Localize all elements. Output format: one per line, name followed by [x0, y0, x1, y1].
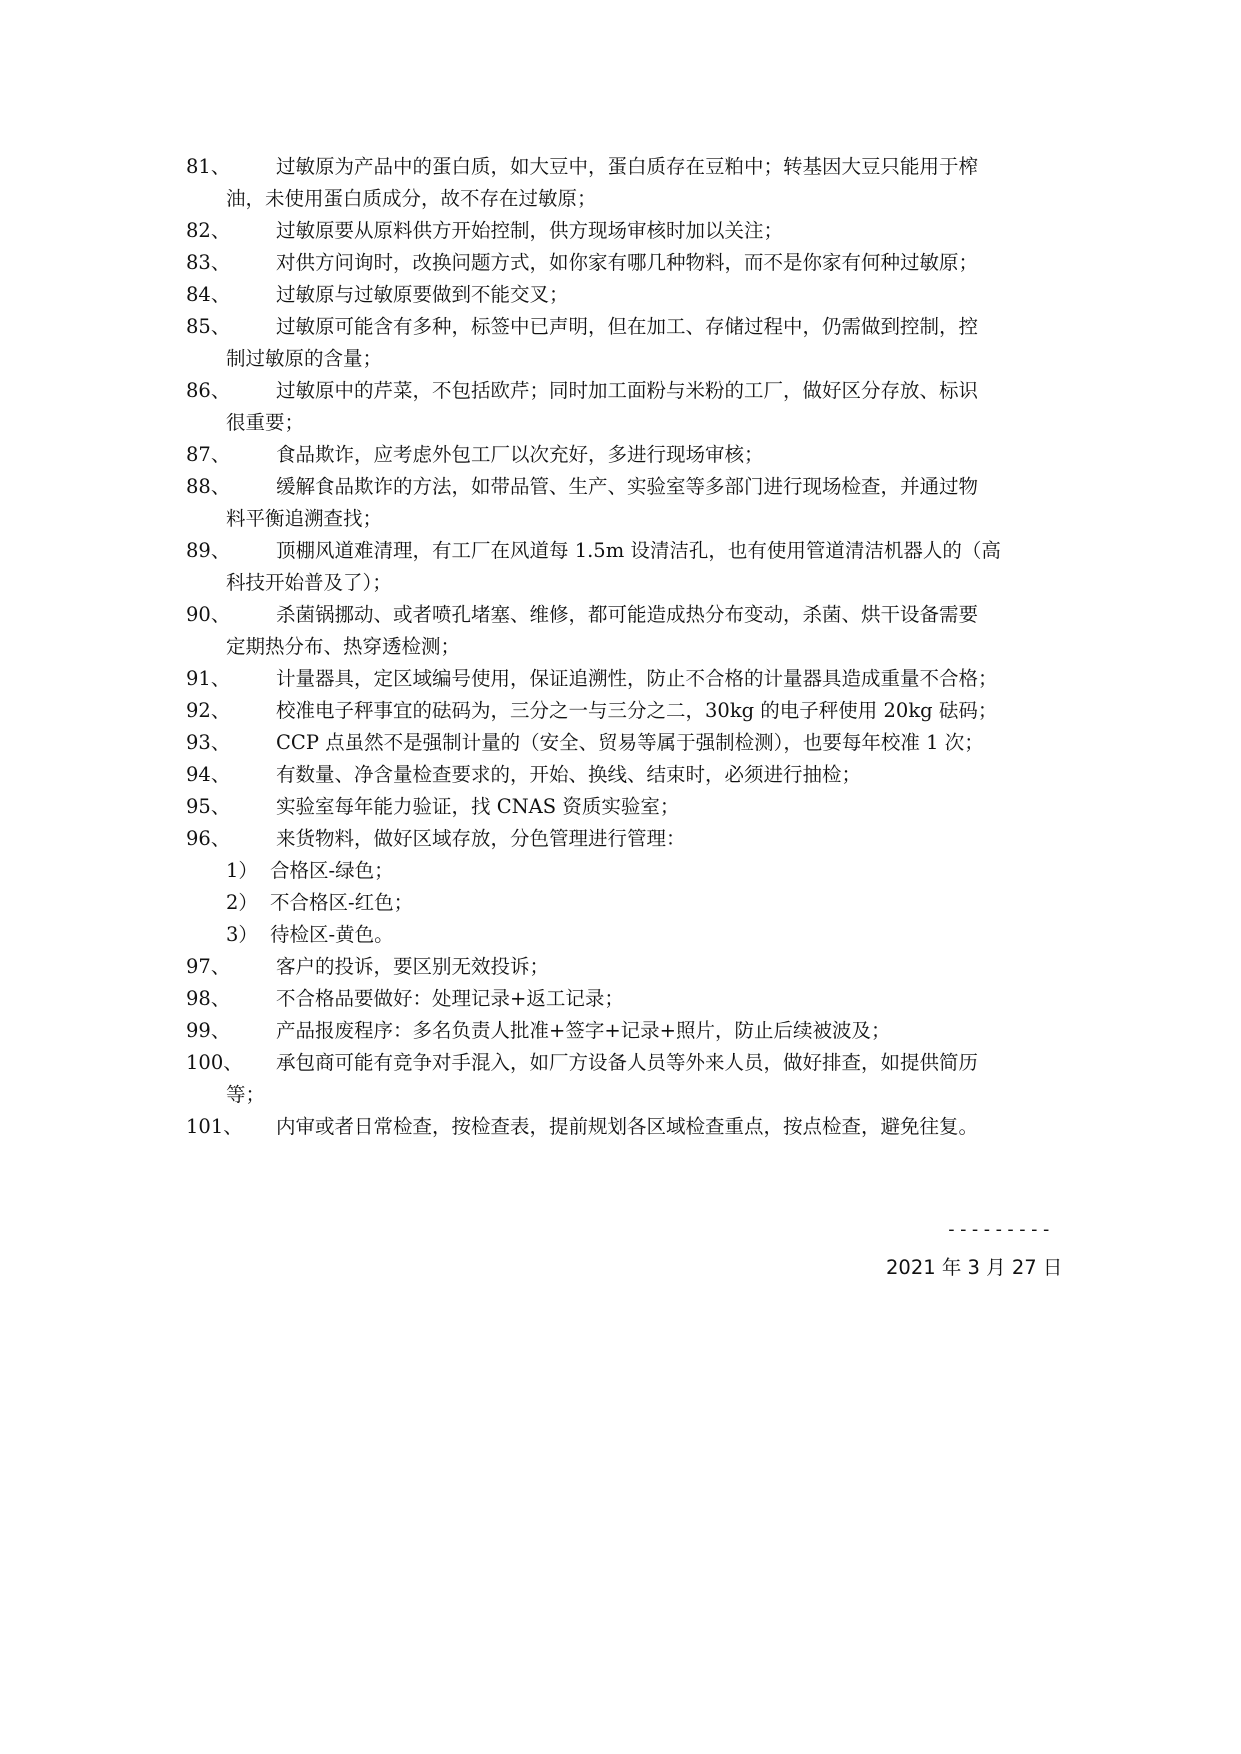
- item-text-line: 缓解食品欺诈的方法，如带品管、生产、实验室等多部门进行现场检查，并通过物: [276, 475, 979, 498]
- list-item: [186, 695, 1066, 727]
- item-text-line: 过敏原中的芹菜，不包括欧芹；同时加工面粉与米粉的工厂，做好区分存放、标识: [276, 379, 979, 402]
- item-text-line: 对供方问询时，改换问题方式，如你家有哪几种物料，而不是你家有何种过敏原；: [276, 251, 979, 274]
- item-number: 87、: [186, 443, 231, 466]
- item-number: 96、: [186, 827, 231, 850]
- list-item: [186, 791, 1066, 823]
- item-number: 98、: [186, 987, 231, 1010]
- item-number: 82、: [186, 219, 231, 242]
- list-item: [186, 1111, 1066, 1143]
- list-item: [186, 983, 1066, 1015]
- document-date: 2021 年 3 月 27 日: [886, 1256, 1063, 1279]
- item-text-line: 杀菌锅挪动、或者喷孔堵塞、维修，都可能造成热分布变动，杀菌、烘干设备需要: [276, 603, 979, 626]
- item-text-line: 过敏原要从原料供方开始控制，供方现场审核时加以关注；: [276, 219, 784, 242]
- item-text-line: 制过敏原的含量；: [226, 347, 383, 370]
- item-number: 90、: [186, 603, 231, 626]
- item-text-line: 来货物料，做好区域存放，分色管理进行管理：: [276, 827, 686, 850]
- list-item: [186, 311, 1066, 375]
- item-list: [186, 151, 1066, 855]
- item-text-line: 油，未使用蛋白质成分，故不存在过敏原；: [226, 187, 597, 210]
- item-number: 101、: [186, 1115, 243, 1138]
- item-number: 95、: [186, 795, 231, 818]
- list-item: [186, 215, 1066, 247]
- item-text-line: 承包商可能有竞争对手混入，如厂方设备人员等外来人员，做好排查，如提供简历: [276, 1051, 979, 1074]
- item-text-line: 过敏原为产品中的蛋白质，如大豆中，蛋白质存在豆粕中；转基因大豆只能用于榨: [276, 155, 979, 178]
- item-number: 100、: [186, 1051, 243, 1074]
- item-number: 88、: [186, 475, 231, 498]
- sub-item-text: 待检区-黄色。: [270, 923, 394, 946]
- list-item: [186, 663, 1066, 695]
- sub-item-number: 2）: [226, 891, 258, 914]
- document-body: [186, 151, 1066, 1143]
- item-number: 84、: [186, 283, 231, 306]
- item-number: 86、: [186, 379, 231, 402]
- item-text-line: 科技开始普及了）；: [226, 571, 392, 594]
- item-text-line: 客户的投诉，要区别无效投诉；: [276, 955, 550, 978]
- sub-item-text: 合格区-绿色；: [270, 859, 394, 882]
- item-text-line: 食品欺诈，应考虑外包工厂以次充好，多进行现场审核；: [276, 443, 764, 466]
- sub-item-list: [186, 855, 1066, 951]
- item-text-line: CCP 点虽然不是强制计量的（安全、贸易等属于强制检测），也要每年校准 1 次；: [276, 731, 984, 754]
- item-text-line: 顶棚风道难清理，有工厂在风道每 1.5m 设清洁孔，也有使用管道清洁机器人的（高: [276, 539, 1001, 562]
- list-item: [186, 727, 1066, 759]
- list-item: [186, 951, 1066, 983]
- item-text-line: 等；: [226, 1083, 266, 1106]
- list-item: [186, 1047, 1066, 1111]
- list-item: [186, 759, 1066, 791]
- item-number: 85、: [186, 315, 231, 338]
- item-text-line: 不合格品要做好：处理记录+返工记录；: [276, 987, 624, 1010]
- item-text-line: 料平衡追溯查找；: [226, 507, 383, 530]
- sub-item: [186, 887, 1066, 919]
- item-text-line: 校准电子秤事宜的砝码为，三分之一与三分之二，30kg 的电子秤使用 20kg 砝码；: [276, 699, 998, 722]
- sub-item: [186, 919, 1066, 951]
- item-text-line: 很重要；: [226, 411, 305, 434]
- list-item: [186, 439, 1066, 471]
- list-item: [186, 471, 1066, 535]
- item-list-continued: [186, 951, 1066, 1143]
- list-item: [186, 599, 1066, 663]
- list-item: [186, 1015, 1066, 1047]
- item-number: 91、: [186, 667, 231, 690]
- item-number: 97、: [186, 955, 231, 978]
- item-number: 94、: [186, 763, 231, 786]
- item-number: 83、: [186, 251, 231, 274]
- sub-item-text: 不合格区-红色；: [270, 891, 414, 914]
- item-text-line: 过敏原与过敏原要做到不能交叉；: [276, 283, 569, 306]
- item-text-line: 产品报废程序：多名负责人批准+签字+记录+照片，防止后续被波及；: [276, 1019, 891, 1042]
- item-number: 99、: [186, 1019, 231, 1042]
- list-item: [186, 375, 1066, 439]
- list-item: [186, 535, 1066, 599]
- item-text-line: 内审或者日常检查，按检查表，提前规划各区域检查重点，按点检查，避免往复。: [276, 1115, 979, 1138]
- separator-dashes: ---------: [946, 1219, 1053, 1240]
- item-text-line: 定期热分布、热穿透检测；: [226, 635, 461, 658]
- list-item: [186, 279, 1066, 311]
- item-text-line: 实验室每年能力验证，找 CNAS 资质实验室；: [276, 795, 680, 818]
- item-number: 93、: [186, 731, 231, 754]
- list-item: [186, 151, 1066, 215]
- item-text-line: 计量器具，定区域编号使用，保证追溯性，防止不合格的计量器具造成重量不合格；: [276, 667, 998, 690]
- list-item: [186, 823, 1066, 855]
- item-text-line: 有数量、净含量检查要求的，开始、换线、结束时，必须进行抽检；: [276, 763, 862, 786]
- sub-item-number: 3）: [226, 923, 258, 946]
- item-number: 81、: [186, 155, 231, 178]
- sub-item: [186, 855, 1066, 887]
- item-text-line: 过敏原可能含有多种，标签中已声明，但在加工、存储过程中，仍需做到控制，控: [276, 315, 979, 338]
- item-number: 92、: [186, 699, 231, 722]
- item-number: 89、: [186, 539, 231, 562]
- list-item: [186, 247, 1066, 279]
- sub-item-number: 1）: [226, 859, 258, 882]
